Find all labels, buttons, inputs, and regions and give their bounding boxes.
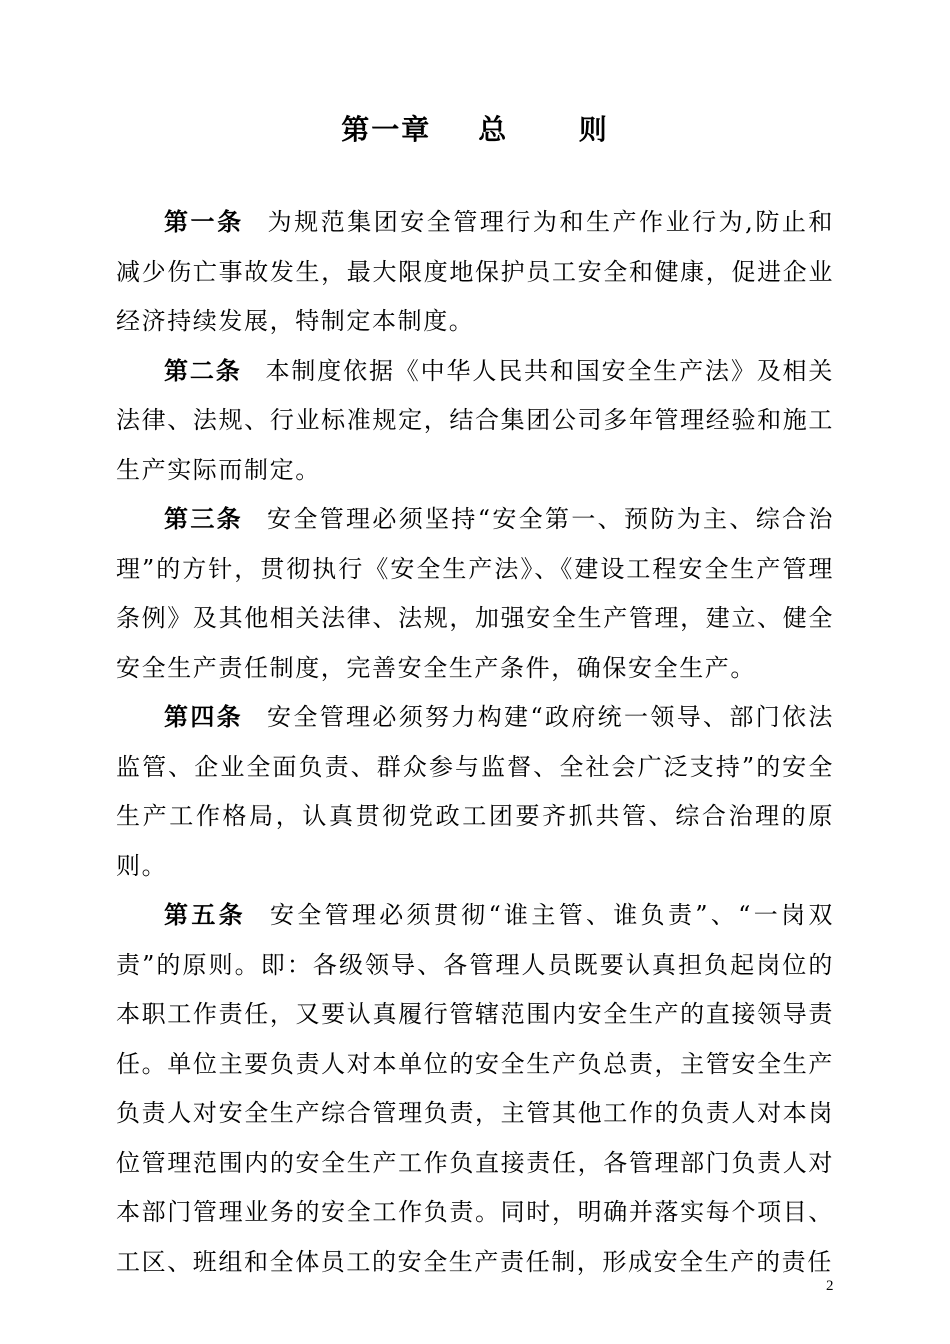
document-body [116,198,834,1287]
article-label: 第四条 [164,703,244,731]
article-label: 第一条 [164,208,244,236]
chapter-title: 第一章 总 则 [341,113,609,146]
article-label: 第五条 [164,901,246,929]
article-4 [116,693,834,891]
article-5 [116,891,834,1287]
article-text: 为规范集团安全管理行为和生产作业行为,防止和减少伤亡事故发生，最大限度地保护员工安全和健康，促进企业经济持续发展，特制定本制度。 [116,208,835,335]
article-text: 安全管理必须贯彻“谁主管、谁负责”、“一岗双责”的原则。即：各级领导、各管理人员既要认真担负起岗位的本职工作责任，又要认真履行管辖范围内安全生产的直接领导责任。单位主要负责人对本单位的安全生产负总责，主管安全生产负责人对安全生产综合管理负责，主管其他工作的负责人对本岗位管理范围内的安全生产工作负直接责任，各管理部门负责人对本部门管理业务的安全工作负责。同时，明确并落实每个项目、工区、班组和全体员工的安全生产责任制，形成安全生产的责任 [116,901,834,1276]
article-label: 第三条 [164,505,244,533]
page-number: 2 [826,1278,834,1294]
article-2 [116,347,834,496]
article-1 [116,198,834,347]
article-text: 安全管理必须坚持“安全第一、预防为主、综合治理”的方针，贯彻执行《安全生产法》、《建设工程安全生产管理条例》及其他相关法律、法规，加强安全生产管理，建立、健全安全生产责任制度，完善安全生产条件，确保安全生产。 [116,505,834,682]
article-label: 第二条 [164,356,242,385]
article-text: 本制度依据《中华人民共和国安全生产法》及相关法律、法规、行业标准规定，结合集团公司多年管理经验和施工生产实际而制定。 [116,356,834,484]
article-3 [116,495,834,693]
article-text: 安全管理必须努力构建“政府统一领导、部门依法监管、企业全面负责、群众参与监督、全社会广泛支持”的安全生产工作格局，认真贯彻党政工团要齐抓共管、综合治理的原则。 [116,703,834,880]
